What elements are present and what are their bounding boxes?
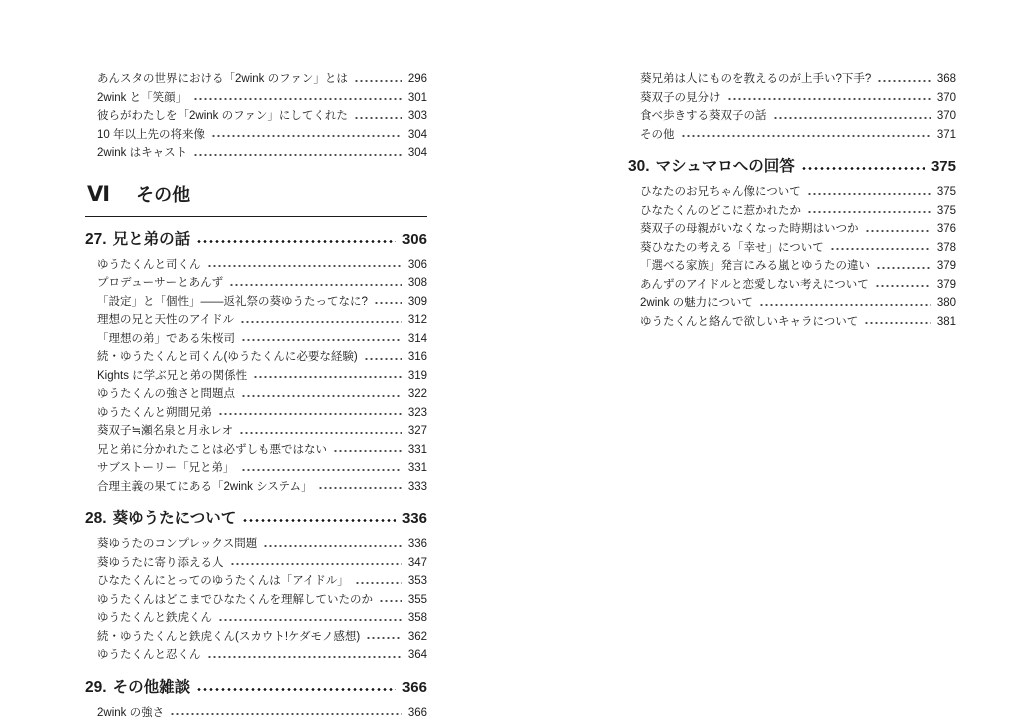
entry-page-number: 336: [407, 538, 427, 550]
chapter-page-number: 366: [401, 678, 427, 696]
dot-leader: [218, 404, 402, 423]
entry-page-number: 312: [407, 314, 427, 326]
toc-entry-row: [85, 422, 427, 441]
entry-page-number: 371: [936, 128, 956, 141]
toc-entry-row: [85, 646, 427, 665]
dot-leader: [355, 572, 402, 591]
entry-title: 葵双子の母親がいなくなった時期はいつか: [640, 223, 859, 235]
dot-leader: [877, 70, 931, 89]
dot-leader: [773, 107, 931, 126]
part-title: その他: [136, 184, 191, 205]
entry-page-number: 358: [407, 612, 427, 624]
toc-entry-row: [628, 183, 956, 202]
chapter-row: [85, 230, 427, 250]
dot-leader: [876, 257, 931, 276]
toc-entry-row: [628, 276, 956, 295]
dot-leader: [354, 70, 402, 89]
entry-page-number: 368: [936, 73, 956, 85]
dot-leader: [759, 294, 931, 313]
entry-page-number: 304: [407, 147, 427, 159]
toc-entry-row: [85, 330, 427, 349]
dot-leader: [354, 107, 402, 126]
chapter-number: 28.: [85, 510, 107, 527]
dot-leader: [170, 704, 402, 723]
dot-leader: [807, 183, 931, 202]
dot-leader: [374, 293, 402, 312]
dot-leader: [241, 385, 402, 404]
entry-title: 続・ゆうたくんと司くん(ゆうたくんに必要な経験): [97, 351, 358, 363]
toc-entry-row: [628, 239, 956, 258]
toc-entry-row: [85, 367, 427, 386]
toc-entry-row: [628, 257, 956, 276]
entry-page-number: 306: [407, 258, 427, 271]
entry-page-number: 309: [407, 295, 427, 308]
chapter-title: マシュマロへの回答: [655, 158, 795, 175]
entry-title: ゆうたくんと司くん: [97, 258, 201, 271]
toc-entry-row: [628, 89, 956, 108]
dot-leader: [681, 126, 931, 145]
dot-leader: [865, 220, 931, 239]
entry-title: その他: [640, 128, 675, 141]
toc-entry-row: [85, 572, 427, 591]
entry-page-number: 381: [936, 315, 956, 328]
dot-leader: [379, 591, 402, 610]
entry-title: あんずのアイドルと恋愛しない考えについて: [640, 278, 869, 291]
dot-leader: [318, 478, 401, 497]
toc-entry-row: [85, 535, 427, 554]
dot-leader: [207, 646, 402, 665]
entry-page-number: 331: [407, 462, 427, 474]
toc-entry-row: [628, 313, 956, 332]
entry-page-number: 379: [936, 278, 956, 291]
entry-page-number: 319: [407, 369, 427, 382]
entry-title: 「設定」と「個性」――返礼祭の葵ゆうたってなに?: [97, 295, 368, 308]
entry-title: 彼らがわたしを「2wink のファン」にしてくれた: [97, 110, 348, 122]
entry-title: ゆうたくんの強さと問題点: [97, 388, 235, 400]
entry-page-number: 370: [936, 91, 956, 104]
chapter-page-number: 375: [930, 158, 956, 175]
dot-leader: [241, 459, 402, 478]
entry-page-number: 364: [407, 649, 427, 661]
entry-title: 合理主義の果てにある「2wink システム」: [97, 480, 313, 493]
entry-title: 葵ひなたの考える「幸せ」について: [640, 241, 824, 254]
toc-entry-row: [628, 107, 956, 126]
entry-page-number: 322: [407, 388, 427, 400]
dot-leader: [263, 535, 402, 554]
dot-leader: [196, 230, 396, 250]
entry-page-number: 376: [936, 223, 956, 235]
entry-title: プロデューサーとあんず: [97, 277, 224, 289]
entry-title: ゆうたくんと鉄虎くん: [97, 612, 212, 624]
chapter-row: [85, 678, 427, 698]
entry-page-number: 380: [936, 297, 956, 309]
toc-entry-row: [85, 704, 427, 723]
chapter-title: 葵ゆうたについて: [112, 510, 237, 527]
dot-leader: [229, 274, 402, 293]
toc-entry-row: [85, 89, 427, 108]
entry-title: 2wink の強さ: [97, 706, 165, 719]
toc-entry-row: [628, 294, 956, 313]
toc-right-column: [628, 70, 956, 331]
chapter-number: 27.: [85, 230, 107, 248]
toc-entry-row: [85, 256, 427, 275]
dot-leader: [193, 144, 402, 163]
chapter-row: [628, 157, 956, 177]
entry-page-number: 303: [407, 110, 427, 122]
entry-title: あんスタの世界における「2wink のファン」とは: [97, 73, 348, 85]
entry-page-number: 355: [407, 593, 427, 606]
toc-entry-row: [85, 628, 427, 647]
toc-entry-row: [85, 274, 427, 293]
entry-title: 葵ゆうたに寄り添える人: [97, 556, 224, 569]
entry-page-number: 378: [936, 241, 956, 254]
entry-page-number: 353: [407, 575, 427, 587]
dot-leader: [193, 89, 402, 108]
entry-page-number: 304: [407, 128, 427, 141]
entry-title: 続・ゆうたくんと鉄虎くん(スカウト!ケダモノ感想): [97, 630, 361, 643]
dot-leader: [364, 348, 402, 367]
dot-leader: [253, 367, 402, 386]
entry-title: 10 年以上先の将来像: [97, 128, 205, 141]
dot-leader: [801, 157, 925, 177]
entry-title: 葵兄弟は人にものを教えるのが上手い?下手?: [640, 73, 872, 85]
entry-title: ひなたくんにとってのゆうたくんは「アイドル」: [97, 575, 349, 587]
chapter-title: その他雑談: [112, 678, 191, 696]
entry-page-number: 301: [407, 91, 427, 104]
dot-leader: [230, 554, 402, 573]
chapter-page-number: 306: [401, 230, 427, 248]
entry-page-number: 347: [407, 556, 427, 569]
entry-page-number: 370: [936, 110, 956, 122]
dot-leader: [218, 609, 402, 628]
entry-title: 兄と弟に分かれたことは必ずしも悪ではない: [97, 443, 327, 456]
entry-page-number: 323: [407, 406, 427, 419]
entry-page-number: 314: [407, 332, 427, 345]
dot-leader: [241, 330, 402, 349]
dot-leader: [211, 126, 402, 145]
entry-title: 「理想の弟」である朱桜司: [97, 332, 235, 345]
dot-leader: [807, 202, 931, 221]
entry-title: 2wink はキャスト: [97, 147, 188, 159]
entry-title: ゆうたくんと絡んで欲しいキャラについて: [640, 315, 859, 328]
dot-leader: [242, 509, 396, 529]
toc-entry-row: [85, 385, 427, 404]
toc-entry-row: [628, 70, 956, 89]
entry-page-number: 331: [407, 443, 427, 456]
toc-entry-row: [85, 70, 427, 89]
entry-title: ゆうたくんと忍くん: [97, 649, 201, 661]
toc-entry-row: [85, 126, 427, 145]
part-heading: [85, 175, 427, 217]
toc-entry-row: [628, 202, 956, 221]
entry-title: ひなたのお兄ちゃん像について: [640, 186, 801, 198]
entry-title: ひなたくんのどこに惹かれたか: [640, 204, 801, 217]
toc-entry-row: [628, 126, 956, 145]
toc-entry-row: [85, 293, 427, 312]
dot-leader: [366, 628, 402, 647]
dot-leader: [240, 311, 402, 330]
toc-entry-row: [85, 348, 427, 367]
dot-leader: [196, 678, 396, 698]
entry-page-number: 327: [407, 425, 427, 437]
toc-entry-row: [85, 554, 427, 573]
dot-leader: [830, 239, 931, 258]
dot-leader: [333, 441, 402, 460]
entry-page-number: 308: [407, 277, 427, 289]
toc-left-column: [85, 70, 427, 722]
entry-page-number: 362: [407, 630, 427, 643]
entry-title: ゆうたくんと朔間兄弟: [97, 406, 212, 419]
entry-title: 「選べる家族」発言にみる嵐とゆうたの違い: [640, 260, 870, 272]
dot-leader: [875, 276, 931, 295]
toc-entry-row: [628, 220, 956, 239]
toc-entry-row: [85, 478, 427, 497]
chapter-page-number: 336: [401, 510, 427, 527]
entry-page-number: 333: [407, 480, 427, 493]
entry-title: 2wink の魅力について: [640, 297, 753, 309]
entry-page-number: 296: [407, 73, 427, 85]
entry-page-number: 366: [407, 706, 427, 719]
toc-entry-row: [85, 404, 427, 423]
toc-entry-row: [85, 591, 427, 610]
entry-title: 2wink と「笑顔」: [97, 91, 188, 104]
chapter-title: 兄と弟の話: [112, 230, 191, 248]
dot-leader: [864, 313, 931, 332]
entry-page-number: 379: [936, 260, 956, 272]
entry-title: 葵ゆうたのコンプレックス問題: [97, 538, 258, 550]
dot-leader: [239, 422, 402, 441]
toc-entry-row: [85, 441, 427, 460]
toc-entry-row: [85, 107, 427, 126]
entry-title: ゆうたくんはどこまでひなたくんを理解していたのか: [97, 593, 373, 606]
toc-entry-row: [85, 144, 427, 163]
entry-title: 食べ歩きする葵双子の話: [640, 110, 767, 122]
entry-page-number: 316: [407, 351, 427, 363]
chapter-row: [85, 509, 427, 529]
entry-title: サブストーリー「兄と弟」: [97, 462, 235, 474]
dot-leader: [727, 89, 931, 108]
toc-entry-row: [85, 311, 427, 330]
dot-leader: [207, 256, 402, 275]
part-numeral: Ⅵ: [87, 182, 111, 206]
entry-title: 理想の兄と天性のアイドル: [97, 314, 234, 326]
entry-title: 葵双子≒瀬名泉と月永レオ: [97, 425, 234, 437]
toc-entry-row: [85, 609, 427, 628]
chapter-number: 30.: [628, 158, 650, 175]
chapter-number: 29.: [85, 678, 107, 696]
toc-entry-row: [85, 459, 427, 478]
entry-title: 葵双子の見分け: [640, 91, 721, 104]
entry-title: Kights に学ぶ兄と弟の関係性: [97, 369, 248, 382]
entry-page-number: 375: [936, 186, 956, 198]
entry-page-number: 375: [936, 204, 956, 217]
